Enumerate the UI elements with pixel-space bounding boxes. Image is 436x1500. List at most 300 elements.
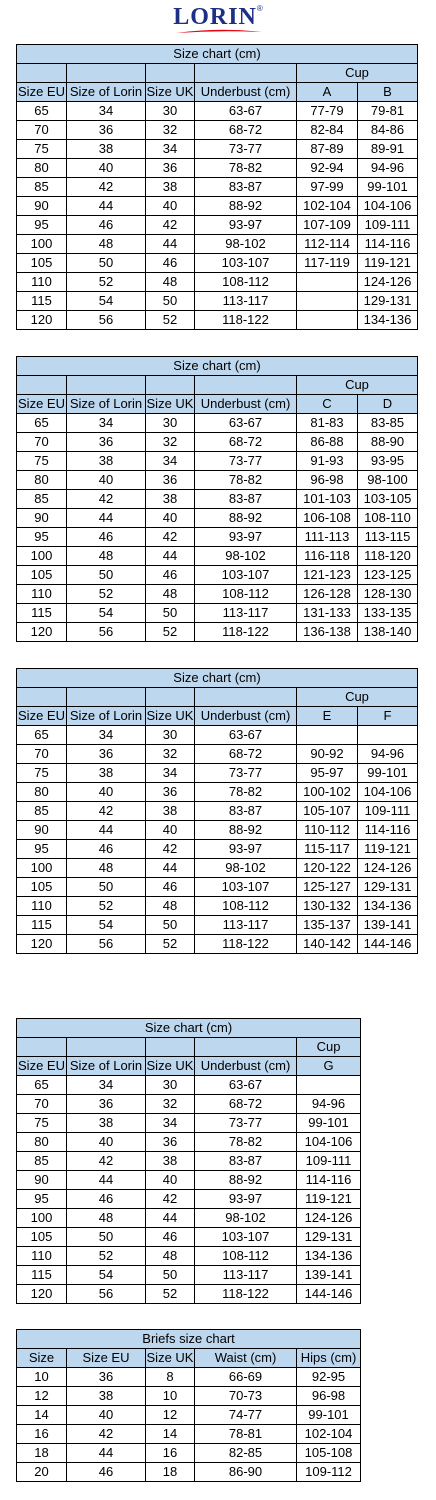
col-header: G <box>297 1057 361 1076</box>
table-row <box>17 623 418 642</box>
table-cell: 85 <box>17 490 67 509</box>
table-row <box>17 490 418 509</box>
table-row <box>17 197 418 216</box>
table-cell <box>297 273 358 292</box>
table-cell: 20 <box>17 1463 67 1482</box>
table-row <box>17 745 418 764</box>
table-cell: 40 <box>67 783 146 802</box>
table-cell: 85 <box>17 1152 67 1171</box>
table-cell: 89-91 <box>358 140 418 159</box>
table-row <box>17 897 418 916</box>
table-row <box>17 764 418 783</box>
table-cell: 36 <box>146 783 195 802</box>
table-cell: 95 <box>17 1190 67 1209</box>
table-cell: 103-107 <box>195 1228 297 1247</box>
table-cell: 80 <box>17 159 67 178</box>
table-cell: 46 <box>67 1190 146 1209</box>
col-header: Size EU <box>17 1057 67 1076</box>
table-cell: 10 <box>17 1368 67 1387</box>
table-cell: 12 <box>17 1387 67 1406</box>
table-cell: 108-112 <box>195 585 297 604</box>
table-cell: 82-85 <box>195 1444 297 1463</box>
col-header: Underbust (cm) <box>195 707 297 726</box>
table-cell: 52 <box>146 935 195 954</box>
table-cell: 85 <box>17 178 67 197</box>
table-cell: 85 <box>17 802 67 821</box>
table-row <box>17 566 418 585</box>
table-row <box>17 859 418 878</box>
col-header: Size EU <box>67 1349 146 1368</box>
table-cell: 56 <box>67 1285 146 1304</box>
table-cell: 120 <box>17 1285 67 1304</box>
table-row <box>17 273 418 292</box>
table-cell: 40 <box>146 821 195 840</box>
table-cell: 63-67 <box>195 1076 297 1095</box>
table-cell: 36 <box>146 159 195 178</box>
table-cell: 73-77 <box>195 452 297 471</box>
table-row <box>17 1387 361 1406</box>
table-cell: 111-113 <box>297 528 358 547</box>
col-header: Size UK <box>146 707 195 726</box>
table-cell: 73-77 <box>195 764 297 783</box>
table-cell: 34 <box>67 1076 146 1095</box>
table-cell: 54 <box>67 916 146 935</box>
table-cell: 75 <box>17 764 67 783</box>
table-cell: 94-96 <box>297 1095 361 1114</box>
table-cell: 90 <box>17 509 67 528</box>
table-cell: 100-102 <box>297 783 358 802</box>
table-cell: 18 <box>17 1444 67 1463</box>
brand-name: LORIN <box>173 4 257 30</box>
table-cell: 18 <box>146 1463 195 1482</box>
table-cell: 105-108 <box>297 1444 361 1463</box>
table-cell: 38 <box>146 490 195 509</box>
table-cell: 115 <box>17 604 67 623</box>
table-cell: 139-141 <box>358 916 418 935</box>
col-header: Size EU <box>17 83 67 102</box>
col-header: Size UK <box>146 1057 195 1076</box>
table-body <box>17 1076 361 1304</box>
table-cell: 113-117 <box>195 604 297 623</box>
table-cell: 40 <box>146 509 195 528</box>
table-cell: 94-96 <box>358 159 418 178</box>
table-cell: 129-131 <box>297 1228 361 1247</box>
registered-mark: ® <box>256 4 263 13</box>
briefs-size-chart-table <box>16 1329 361 1482</box>
table-cell: 110-112 <box>297 821 358 840</box>
table-cell: 36 <box>67 1095 146 1114</box>
col-header: Size EU <box>17 707 67 726</box>
table-cell: 38 <box>146 802 195 821</box>
table-cell <box>297 311 358 330</box>
table-cell: 96-98 <box>297 471 358 490</box>
table-cell: 40 <box>146 1171 195 1190</box>
table-cell: 42 <box>146 216 195 235</box>
table-cell: 68-72 <box>195 1095 297 1114</box>
table-cell: 44 <box>146 859 195 878</box>
table-cell: 52 <box>67 585 146 604</box>
table-cell: 110 <box>17 897 67 916</box>
table-row <box>17 414 418 433</box>
table-cell: 36 <box>67 121 146 140</box>
table-cell: 99-101 <box>358 178 418 197</box>
table-row <box>17 102 418 121</box>
table-row <box>17 292 418 311</box>
table-row <box>17 216 418 235</box>
table-row <box>17 121 418 140</box>
table-cell: 91-93 <box>297 452 358 471</box>
table-cell: 118-122 <box>195 311 297 330</box>
table-cell: 95-97 <box>297 764 358 783</box>
table-cell: 56 <box>67 623 146 642</box>
table-cell: 98-102 <box>195 1209 297 1228</box>
table-row <box>17 802 418 821</box>
table-cell: 8 <box>146 1368 195 1387</box>
table-cell: 63-67 <box>195 414 297 433</box>
table-cell: 44 <box>67 1171 146 1190</box>
table-cell: 103-107 <box>195 254 297 273</box>
table-cell: 46 <box>146 878 195 897</box>
table-cell: 50 <box>146 916 195 935</box>
table-cell: 38 <box>146 178 195 197</box>
table-row <box>17 547 418 566</box>
table-cell: 114-116 <box>358 821 418 840</box>
table-row <box>17 159 418 178</box>
col-header: C <box>297 395 358 414</box>
table-cell: 48 <box>67 235 146 254</box>
table-row <box>17 1228 361 1247</box>
table-cell: 102-104 <box>297 1425 361 1444</box>
table-cell: 50 <box>67 254 146 273</box>
table-cell: 38 <box>67 764 146 783</box>
table-cell <box>297 726 358 745</box>
table-cell: 40 <box>67 1406 146 1425</box>
brand-logo <box>0 4 436 31</box>
table-cell: 92-94 <box>297 159 358 178</box>
table-cell: 96-98 <box>297 1387 361 1406</box>
table-cell: 135-137 <box>297 916 358 935</box>
table-cell: 52 <box>67 1247 146 1266</box>
table-cell: 104-106 <box>358 197 418 216</box>
table-cell: 119-121 <box>297 1190 361 1209</box>
table-cell: 50 <box>146 1266 195 1285</box>
table-row <box>17 471 418 490</box>
table-cell: 107-109 <box>297 216 358 235</box>
table-row <box>17 935 418 954</box>
table-cell: 99-101 <box>297 1406 361 1425</box>
table-cell: 104-106 <box>297 1133 361 1152</box>
table-cell <box>297 292 358 311</box>
table-cell: 115 <box>17 1266 67 1285</box>
table-cell: 42 <box>146 528 195 547</box>
table-cell: 80 <box>17 783 67 802</box>
table-cell: 93-97 <box>195 1190 297 1209</box>
table-cell: 81-83 <box>297 414 358 433</box>
table-title: Briefs size chart <box>17 1330 361 1349</box>
table-cell: 77-79 <box>297 102 358 121</box>
col-header: A <box>297 83 358 102</box>
table-cell: 40 <box>67 471 146 490</box>
table-cell: 97-99 <box>297 178 358 197</box>
table-row <box>17 140 418 159</box>
table-cell: 73-77 <box>195 140 297 159</box>
table-cell: 74-77 <box>195 1406 297 1425</box>
table-cell: 109-111 <box>297 1152 361 1171</box>
cup-label: Cup <box>297 688 418 707</box>
table-cell: 48 <box>67 1209 146 1228</box>
table-row <box>17 1209 361 1228</box>
table-cell: 46 <box>146 1228 195 1247</box>
cup-label: Cup <box>297 64 418 83</box>
table-cell: 56 <box>67 311 146 330</box>
table-cell: 93-97 <box>195 216 297 235</box>
table-cell: 16 <box>146 1444 195 1463</box>
table-cell: 90-92 <box>297 745 358 764</box>
table-row <box>17 1368 361 1387</box>
table-cell: 92-95 <box>297 1368 361 1387</box>
table-cell: 46 <box>146 566 195 585</box>
table-cell: 44 <box>67 509 146 528</box>
table-cell: 38 <box>67 1114 146 1133</box>
table-row <box>17 1133 361 1152</box>
table-cell: 134-136 <box>297 1247 361 1266</box>
table-cell: 48 <box>67 859 146 878</box>
table-cell: 134-136 <box>358 897 418 916</box>
table-row <box>17 1285 361 1304</box>
table-cell: 42 <box>146 840 195 859</box>
table-cell: 94-96 <box>358 745 418 764</box>
table-cell: 90 <box>17 821 67 840</box>
table-cell: 117-119 <box>297 254 358 273</box>
table-cell: 46 <box>67 216 146 235</box>
col-header: Waist (cm) <box>195 1349 297 1368</box>
table-cell: 108-112 <box>195 897 297 916</box>
table-cell: 95 <box>17 528 67 547</box>
table-cell: 44 <box>67 1444 146 1463</box>
table-cell: 78-82 <box>195 159 297 178</box>
table-cell: 100 <box>17 547 67 566</box>
table-cell: 124-126 <box>358 859 418 878</box>
table-cell: 110 <box>17 585 67 604</box>
table-cell: 113-117 <box>195 292 297 311</box>
table-cell: 44 <box>146 235 195 254</box>
col-header: E <box>297 707 358 726</box>
table-cell: 40 <box>67 1133 146 1152</box>
table-cell: 52 <box>67 273 146 292</box>
table-cell: 83-85 <box>358 414 418 433</box>
table-cell: 78-82 <box>195 1133 297 1152</box>
table-cell: 105-107 <box>297 802 358 821</box>
table-cell: 34 <box>67 726 146 745</box>
table-cell: 34 <box>146 140 195 159</box>
table-cell: 93-97 <box>195 840 297 859</box>
table-cell: 63-67 <box>195 102 297 121</box>
table-cell: 54 <box>67 1266 146 1285</box>
table-cell: 42 <box>67 178 146 197</box>
table-cell: 113-117 <box>195 1266 297 1285</box>
table-cell: 44 <box>67 821 146 840</box>
table-cell: 144-146 <box>358 935 418 954</box>
table-cell: 98-100 <box>358 471 418 490</box>
table-cell: 100 <box>17 235 67 254</box>
table-row <box>17 1266 361 1285</box>
table-cell: 70 <box>17 121 67 140</box>
table-cell: 36 <box>146 1133 195 1152</box>
table-cell: 125-127 <box>297 878 358 897</box>
table-row <box>17 1095 361 1114</box>
table-cell: 118-120 <box>358 547 418 566</box>
table-cell: 98-102 <box>195 859 297 878</box>
table-cell: 34 <box>146 764 195 783</box>
table-cell: 90 <box>17 1171 67 1190</box>
table-cell: 52 <box>146 1285 195 1304</box>
col-header: Underbust (cm) <box>195 83 297 102</box>
logo-swoosh-icon <box>174 28 264 36</box>
table-cell: 48 <box>67 547 146 566</box>
table-cell: 90 <box>17 197 67 216</box>
table-cell: 88-92 <box>195 1171 297 1190</box>
table-cell: 140-142 <box>297 935 358 954</box>
table-cell: 105 <box>17 566 67 585</box>
table-row <box>17 452 418 471</box>
col-header: Hips (cm) <box>297 1349 361 1368</box>
table-cell: 52 <box>67 897 146 916</box>
table-cell: 68-72 <box>195 121 297 140</box>
col-header: Size UK <box>146 83 195 102</box>
table-cell: 42 <box>146 1190 195 1209</box>
table-cell: 118-122 <box>195 623 297 642</box>
table-cell: 44 <box>146 1209 195 1228</box>
table-cell: 115 <box>17 292 67 311</box>
table-cell: 120 <box>17 623 67 642</box>
table-cell: 139-141 <box>297 1266 361 1285</box>
table-cell: 100 <box>17 859 67 878</box>
table-cell: 68-72 <box>195 433 297 452</box>
table-title: Size chart (cm) <box>17 357 418 376</box>
table-body <box>17 726 418 954</box>
table-row <box>17 528 418 547</box>
table-body <box>17 102 418 330</box>
table-cell: 36 <box>67 745 146 764</box>
table-cell: 46 <box>67 840 146 859</box>
table-cell: 82-84 <box>297 121 358 140</box>
table-cell: 83-87 <box>195 178 297 197</box>
table-cell: 113-115 <box>358 528 418 547</box>
table-cell: 10 <box>146 1387 195 1406</box>
table-cell: 52 <box>146 623 195 642</box>
table-cell: 83-87 <box>195 490 297 509</box>
table-cell: 46 <box>67 1463 146 1482</box>
table-cell: 73-77 <box>195 1114 297 1133</box>
table-cell: 56 <box>67 935 146 954</box>
table-cell: 46 <box>146 254 195 273</box>
table-cell: 113-117 <box>195 916 297 935</box>
table-row <box>17 1444 361 1463</box>
table-cell: 32 <box>146 121 195 140</box>
table-cell: 54 <box>67 604 146 623</box>
table-cell: 120 <box>17 935 67 954</box>
table-cell: 83-87 <box>195 802 297 821</box>
col-header: Underbust (cm) <box>195 395 297 414</box>
table-row <box>17 1406 361 1425</box>
table-cell: 134-136 <box>358 311 418 330</box>
table-cell: 50 <box>67 1228 146 1247</box>
table-row <box>17 585 418 604</box>
table-cell: 87-89 <box>297 140 358 159</box>
table-cell: 70 <box>17 745 67 764</box>
table-cell: 34 <box>67 102 146 121</box>
table-cell: 78-82 <box>195 783 297 802</box>
table-cell: 99-101 <box>297 1114 361 1133</box>
table-cell: 78-81 <box>195 1425 297 1444</box>
table-cell: 110 <box>17 273 67 292</box>
col-header: Size EU <box>17 395 67 414</box>
table-cell: 50 <box>67 566 146 585</box>
table-cell: 63-67 <box>195 726 297 745</box>
size-chart-table-g <box>16 1018 361 1304</box>
table-cell: 34 <box>146 452 195 471</box>
col-header: F <box>358 707 418 726</box>
table-cell: 66-69 <box>195 1368 297 1387</box>
table-cell: 78-82 <box>195 471 297 490</box>
table-cell: 101-103 <box>297 490 358 509</box>
col-header: Underbust (cm) <box>195 1057 297 1076</box>
table-title: Size chart (cm) <box>17 1019 361 1038</box>
table-row <box>17 1171 361 1190</box>
table-cell: 70 <box>17 1095 67 1114</box>
table-cell: 120 <box>17 311 67 330</box>
table-cell: 102-104 <box>297 197 358 216</box>
table-cell: 65 <box>17 1076 67 1095</box>
table-cell: 50 <box>146 604 195 623</box>
table-cell: 50 <box>146 292 195 311</box>
table-cell: 30 <box>146 414 195 433</box>
table-cell: 38 <box>67 140 146 159</box>
table-cell: 129-131 <box>358 878 418 897</box>
table-cell <box>358 726 418 745</box>
table-row <box>17 254 418 273</box>
table-row <box>17 433 418 452</box>
table-row <box>17 840 418 859</box>
table-cell: 84-86 <box>358 121 418 140</box>
table-cell: 118-122 <box>195 1285 297 1304</box>
table-row <box>17 783 418 802</box>
table-cell: 34 <box>67 414 146 433</box>
table-cell: 108-110 <box>358 509 418 528</box>
table-cell: 88-92 <box>195 197 297 216</box>
table-cell: 88-92 <box>195 821 297 840</box>
table-cell: 38 <box>146 1152 195 1171</box>
table-cell: 115-117 <box>297 840 358 859</box>
table-cell: 42 <box>67 1425 146 1444</box>
table-cell: 110 <box>17 1247 67 1266</box>
table-cell: 93-97 <box>195 528 297 547</box>
table-cell: 40 <box>67 159 146 178</box>
table-cell: 16 <box>17 1425 67 1444</box>
table-cell: 48 <box>146 585 195 604</box>
table-cell: 40 <box>146 197 195 216</box>
table-cell: 48 <box>146 897 195 916</box>
table-cell: 88-90 <box>358 433 418 452</box>
table-cell: 123-125 <box>358 566 418 585</box>
table-cell: 86-90 <box>195 1463 297 1482</box>
table-cell: 44 <box>146 547 195 566</box>
table-row <box>17 878 418 897</box>
table-cell: 80 <box>17 471 67 490</box>
table-cell: 103-105 <box>358 490 418 509</box>
table-cell: 109-111 <box>358 216 418 235</box>
table-cell: 100 <box>17 1209 67 1228</box>
